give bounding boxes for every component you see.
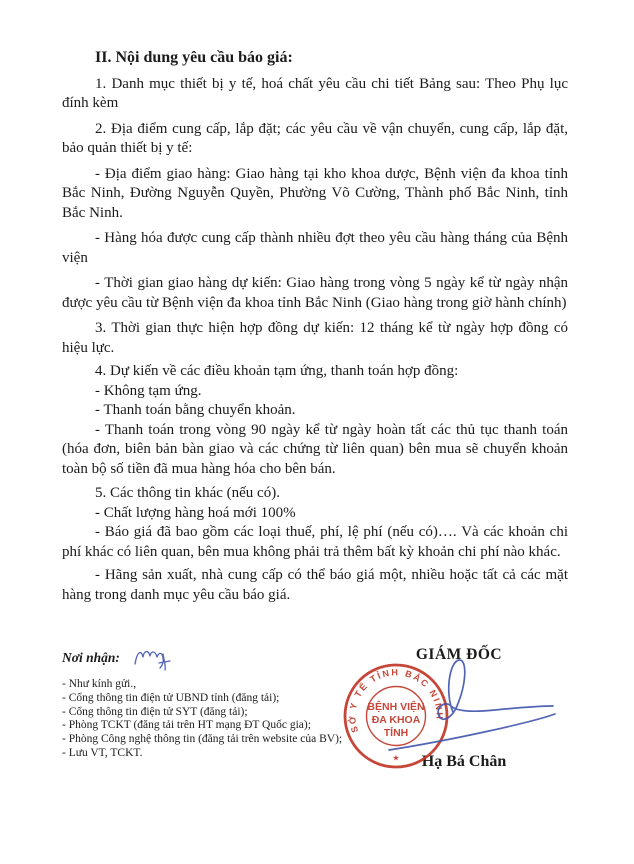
stamp-ring-text: SỞ Y TẾ TỈNH BẮC NINH xyxy=(347,667,445,734)
paragraph: 3. Thời gian thực hiện hợp đồng dự kiến: 12 tháng kể từ ngày hợp đồng có hiệu lực. xyxy=(62,320,568,356)
paragraph: 1. Danh mục thiết bị y tế, hoá chất yêu cầu chi tiết Bảng sau: Theo Phụ lục đính kèm xyxy=(62,75,568,111)
recipients-block xyxy=(62,650,362,761)
paragraph: - Chất lượng hàng hoá mới 100% xyxy=(95,504,296,521)
paragraph: - Thời gian giao hàng dự kiến: Giao hàng trong vòng 5 ngày kể từ ngày nhận được yêu cầu từ Bệnh viện đa khoa tỉnh Bắc Ninh (Giao hàng trong giờ hành chính) xyxy=(62,275,568,311)
recipient-item: - Cổng thông tin điện tử UBND tỉnh (đăng tải); xyxy=(62,691,280,704)
signature-stroke xyxy=(438,660,553,719)
signature-underline-stroke xyxy=(389,714,555,750)
paragraph: 5. Các thông tin khác (nếu có). xyxy=(95,485,280,501)
paragraph: 2. Địa điểm cung cấp, lắp đặt; các yêu cầu về vận chuyển, cung cấp, lắp đặt, bảo quản thiết bị y tế: xyxy=(62,120,568,156)
signer-title: GIÁM ĐỐC xyxy=(415,646,503,663)
paragraph: - Thanh toán trong vòng 90 ngày kể từ ngày hoàn tất các thủ tục thanh toán (hóa đơn, biên bản bàn giao và các chứng từ liên quan) bên mua sẽ chuyển khoản toàn bộ số tiền đã mua hàng hóa cho bên bán. xyxy=(62,421,568,477)
paragraph: - Hãng sản xuất, nhà cung cấp có thể báo giá một, nhiều hoặc tất cả các mặt hàng trong danh mục yêu cầu báo giá. xyxy=(62,567,568,603)
document-body xyxy=(62,48,568,605)
signer-name: Hạ Bá Chân xyxy=(421,753,507,770)
recipients-label: Nơi nhận: xyxy=(62,650,120,665)
recipient-item: - Phòng Công nghệ thông tin (đăng tải trên website của BV); xyxy=(62,733,343,746)
stamp-star-icon: ★ xyxy=(392,753,400,763)
paragraph: 4. Dự kiến về các điều khoản tạm ứng, thanh toán hợp đồng: xyxy=(95,363,459,379)
recipient-item: - Phòng TCKT (đăng tải trên HT mạng ĐT Quốc gia); xyxy=(62,719,311,732)
paragraph: - Hàng hóa được cung cấp thành nhiều đợt theo yêu cầu hàng tháng của Bệnh viện xyxy=(62,230,568,266)
stamp-center-line: TỈNH xyxy=(383,727,409,739)
handwritten-initials xyxy=(130,644,178,674)
section-heading: II. Nội dung yêu cầu báo giá: xyxy=(95,49,293,66)
paragraph: - Không tạm ứng. xyxy=(95,382,202,399)
paragraph: - Thanh toán bằng chuyển khoản. xyxy=(95,402,296,418)
paragraph: - Báo giá đã bao gồm các loại thuế, phí, lệ phí (nếu có)…. Và các khoản chi phí khác có liên quan, bên mua không phải trả thêm bất kỳ khoản chi phí nào khác. xyxy=(62,524,568,560)
paragraph: - Địa điểm giao hàng: Giao hàng tại kho khoa dược, Bệnh viện đa khoa tỉnh Bắc Ninh, Đường Nguyễn Quyền, Phường Võ Cường, Thành phố Bắc Ninh, tỉnh Bắc Ninh. xyxy=(62,165,568,221)
recipient-item: - Như kính gửi., xyxy=(62,678,137,690)
stamp-center-line: ĐA KHOA xyxy=(371,714,421,726)
recipient-item: - Cổng thông tin điện tử SYT (đăng tải); xyxy=(62,705,248,718)
stamp-center-line: BỆNH VIỆN xyxy=(367,701,425,713)
recipients-list xyxy=(62,678,362,761)
director-signature xyxy=(383,650,573,760)
recipient-item: - Lưu VT, TCKT. xyxy=(62,746,143,759)
